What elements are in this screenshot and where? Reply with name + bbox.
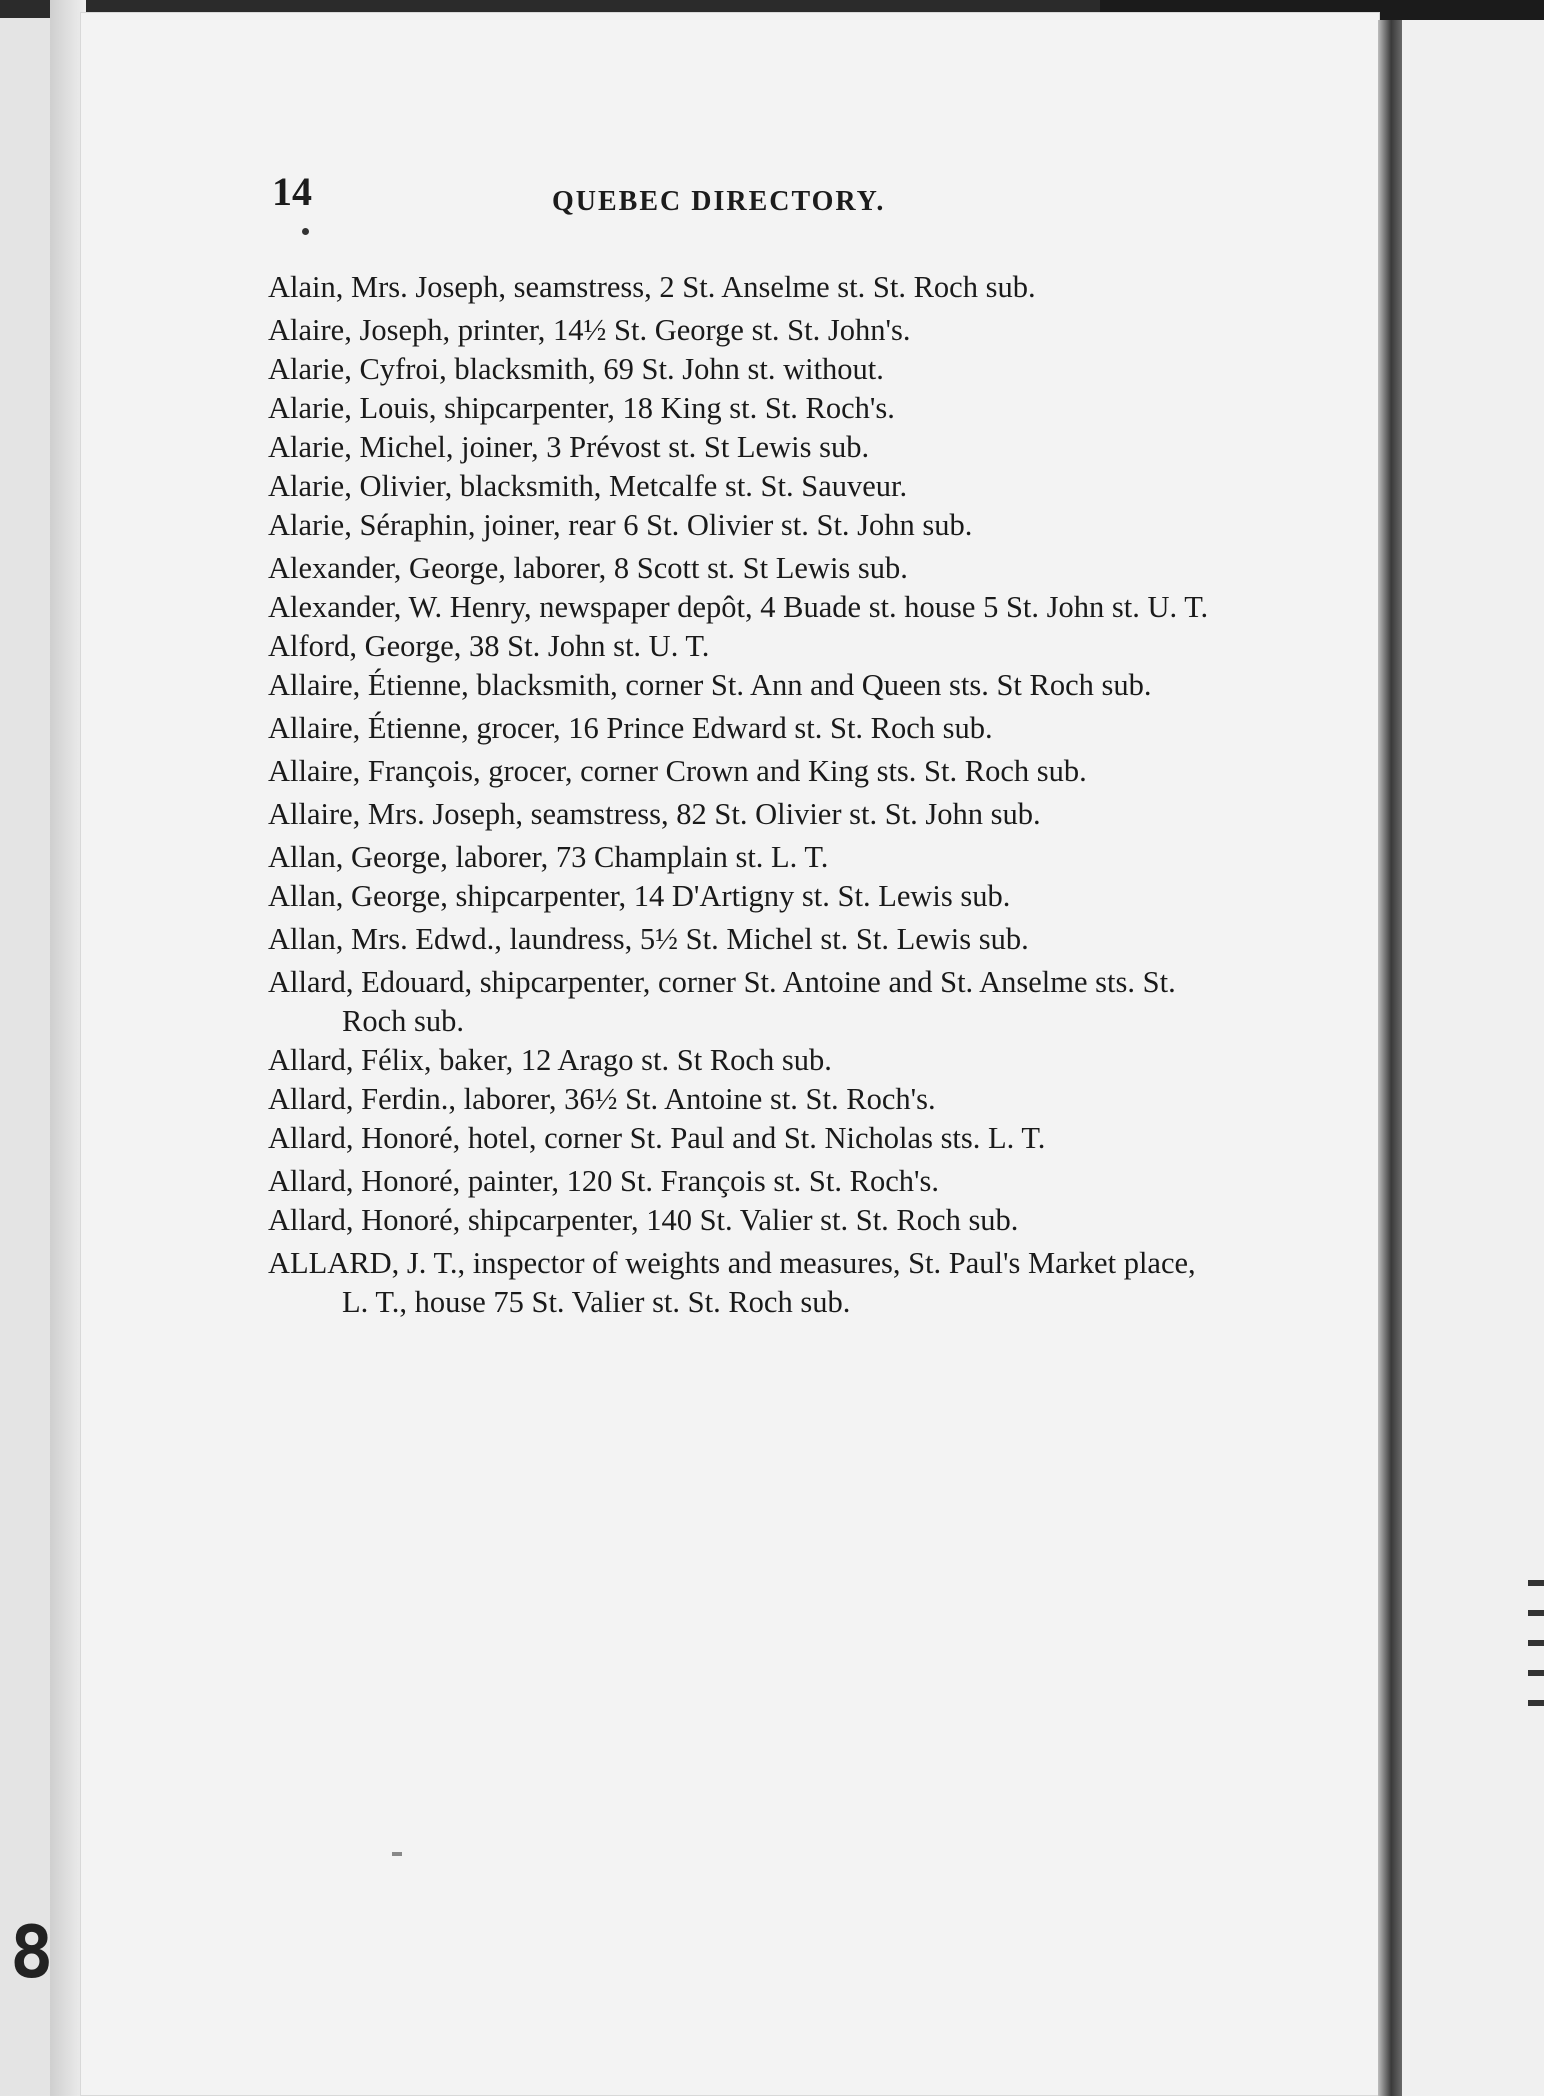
- directory-entry: Allan, George, laborer, 73 Champlain st. L. T.: [268, 840, 829, 874]
- page-number: 14: [272, 169, 312, 214]
- directory-entry: Allan, Mrs. Edwd., laundress, 5½ St. Michel st. St. Lewis sub.: [268, 922, 1029, 956]
- adjacent-page-marks: [1528, 1580, 1544, 1760]
- directory-entry: Alarie, Cyfroi, blacksmith, 69 St. John st. without.: [268, 352, 884, 386]
- directory-entry: Allaire, Étienne, grocer, 16 Prince Edward st. St. Roch sub.: [268, 711, 993, 745]
- directory-entry: Allard, Honoré, hotel, corner St. Paul and St. Nicholas sts. L. T.: [268, 1121, 1046, 1155]
- directory-entry: Allard, Ferdin., laborer, 36½ St. Antoine st. St. Roch's.: [268, 1082, 936, 1116]
- directory-entry: Alford, George, 38 St. John st. U. T.: [268, 629, 710, 663]
- directory-entry: Alarie, Olivier, blacksmith, Metcalfe st. St. Sauveur.: [268, 469, 908, 503]
- directory-entry: Allard, Honoré, painter, 120 St. François st. St. Roch's.: [268, 1164, 939, 1198]
- directory-entry: Alarie, Michel, joiner, 3 Prévost st. St Lewis sub.: [268, 430, 870, 464]
- directory-entry: Allard, Edouard, shipcarpenter, corner St. Antoine and St. Anselme sts. St. Roch sub.: [268, 965, 1176, 1038]
- directory-entry: Alexander, W. Henry, newspaper depôt, 4 Buade st. house 5 St. John st. U. T.: [268, 590, 1209, 624]
- directory-entry: Alain, Mrs. Joseph, seamstress, 2 St. Anselme st. St. Roch sub.: [268, 270, 1036, 304]
- directory-entry: Allaire, François, grocer, corner Crown and King sts. St. Roch sub.: [268, 754, 1087, 788]
- page-header: [272, 168, 1232, 228]
- directory-entry: Allard, Félix, baker, 12 Arago st. St Roch sub.: [268, 1043, 832, 1077]
- running-title: QUEBEC DIRECTORY.: [552, 186, 886, 217]
- directory-entry: Allan, George, shipcarpenter, 14 D'Artigny st. St. Lewis sub.: [268, 879, 1011, 913]
- ink-dot: [302, 228, 309, 235]
- directory-entry: Alarie, Séraphin, joiner, rear 6 St. Olivier st. St. John sub.: [268, 508, 973, 542]
- directory-entry: Allard, Honoré, shipcarpenter, 140 St. Valier st. St. Roch sub.: [268, 1203, 1019, 1237]
- directory-entry: Alexander, George, laborer, 8 Scott st. St Lewis sub.: [268, 551, 908, 585]
- book-spine: [1378, 20, 1402, 2096]
- directory-entry: Alarie, Louis, shipcarpenter, 18 King st. St. Roch's.: [268, 391, 895, 425]
- directory-entry: Alaire, Joseph, printer, 14½ St. George st. St. John's.: [268, 313, 911, 347]
- directory-entry: Allaire, Étienne, blacksmith, corner St. Ann and Queen sts. St Roch sub.: [268, 668, 1152, 702]
- margin-mark: 8: [10, 1910, 54, 1994]
- ink-dash: [392, 1852, 402, 1856]
- directory-entries: [268, 268, 1228, 1322]
- adjacent-page: [1402, 20, 1544, 2096]
- directory-entry: Allaire, Mrs. Joseph, seamstress, 82 St. Olivier st. St. John sub.: [268, 797, 1041, 831]
- directory-entry: ALLARD, J. T., inspector of weights and measures, St. Paul's Market place, L. T., house 75 St. Valier st. St. Roch sub.: [268, 1246, 1196, 1319]
